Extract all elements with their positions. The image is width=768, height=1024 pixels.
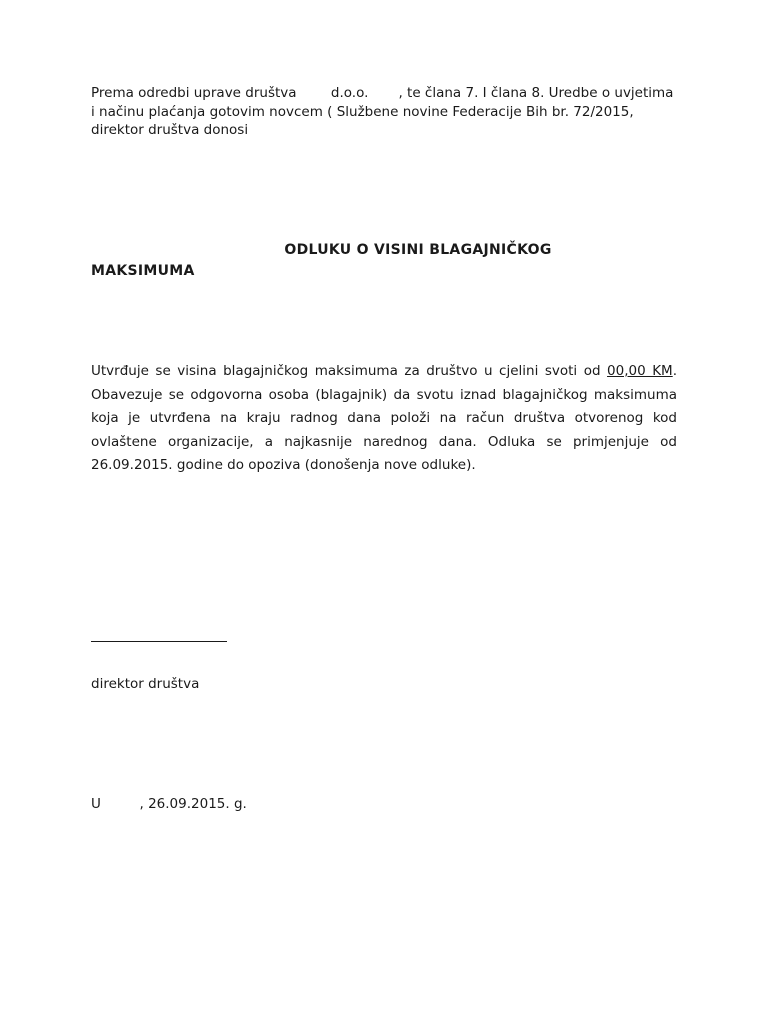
signature-line: [91, 640, 227, 642]
body-part-2: . Obavezuje se odgovorna osoba (blagajnik) da svotu iznad blagajničkog maksimuma koja je utvrđena na kraju radnog dana položi na račun društva otvorenog kod ovlaštene organizacije, a najkasnije narednog dana. Odluka se primjenjuje od 26.09.2015. godine do opoziva (donošenja nove odluke).: [91, 363, 677, 473]
decision-title-line-2: MAKSIMUMA: [91, 263, 195, 279]
decision-title-line-1: ODLUKU O VISINI BLAGAJNIČKOG: [284, 242, 552, 258]
intro-gap-2: [368, 85, 398, 101]
intro-paragraph: [91, 84, 681, 140]
intro-prefix: Prema odredbi uprave društva: [91, 85, 297, 101]
cash-limit-amount: 00,00 KM: [607, 363, 673, 379]
body-part-1: Utvrđuje se visina blagajničkog maksimuma za društvo u cjelini svoti od: [91, 363, 608, 379]
intro-gap-1: [297, 85, 331, 101]
intro-company-type: d.o.o.: [330, 85, 369, 101]
signature-label: direktor društva: [91, 676, 200, 692]
intro-suffix: , te člana 7. I člana 8. Uredbe o uvjetima i načinu plaćanja gotovim novcem ( Službene novine Federacije Bih br. 72/2015, direktor društva donosi: [91, 85, 678, 138]
place-and-date: U , 26.09.2015. g.: [91, 796, 247, 812]
decision-body-paragraph: [91, 360, 677, 478]
